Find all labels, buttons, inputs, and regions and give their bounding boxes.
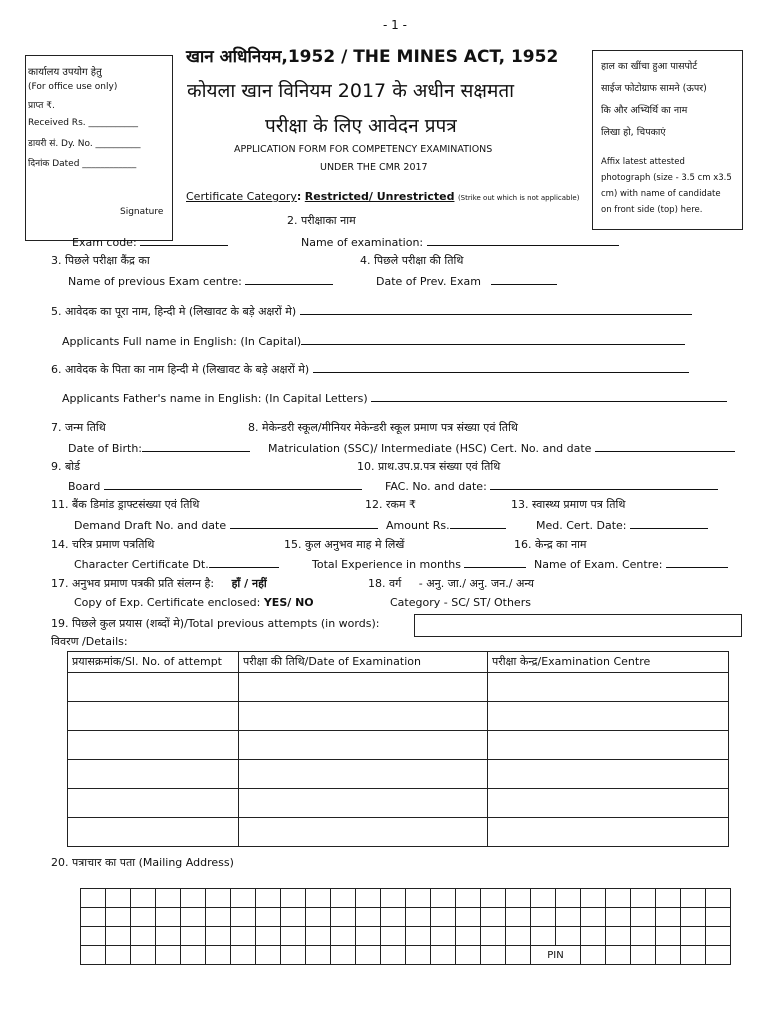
address-char-cell[interactable] (556, 908, 581, 927)
subtitle-application-form: APPLICATION FORM FOR COMPETENCY EXAMINATIONS (234, 144, 493, 155)
field-14-label: Character Certificate Dt. (74, 558, 209, 571)
address-char-cell[interactable] (706, 927, 731, 946)
exam-centre-cell[interactable] (488, 702, 729, 731)
field-1-exam-code (72, 234, 228, 249)
address-char-cell[interactable] (581, 946, 606, 965)
address-char-cell[interactable] (406, 946, 431, 965)
pin-label: PIN (531, 946, 581, 965)
address-char-cell[interactable] (581, 908, 606, 927)
address-char-cell[interactable] (356, 927, 381, 946)
field-3-label: Name of previous Exam centre: (68, 275, 242, 288)
address-char-cell[interactable] (131, 946, 156, 965)
attempt-no-cell[interactable] (68, 673, 239, 702)
cert-category-label: Certificate Category (186, 190, 297, 203)
address-char-cell[interactable] (231, 908, 256, 927)
address-char-cell[interactable] (631, 927, 656, 946)
address-char-cell[interactable] (281, 946, 306, 965)
address-char-cell[interactable] (381, 927, 406, 946)
title-coal-regulation: कोयला खान विनियम 2017 के अधीन सक्षमता (187, 80, 515, 102)
exam-date-cell[interactable] (239, 673, 488, 702)
office-line-6: दिनांक Dated ____________ (28, 159, 137, 169)
address-char-cell[interactable] (231, 927, 256, 946)
office-line-3: प्राप्त ₹. (28, 101, 55, 111)
certificate-category (186, 190, 579, 203)
field-3-hindi: 3. पिछले परीक्षा कैंद्र का (51, 254, 150, 267)
amount-input[interactable] (450, 517, 506, 529)
exam-date-cell[interactable] (239, 818, 488, 847)
field-20-label: 20. पत्राचार का पता (Mailing Address) (51, 856, 234, 869)
address-char-cell[interactable] (281, 908, 306, 927)
field-5-english-row (62, 333, 685, 348)
address-char-cell[interactable] (306, 946, 331, 965)
address-char-cell[interactable] (556, 889, 581, 908)
address-char-cell[interactable] (81, 889, 106, 908)
address-char-cell[interactable] (131, 889, 156, 908)
photo-hindi-3: कि और अभ्यिर्थि का नाम (601, 105, 688, 116)
address-char-cell[interactable] (381, 908, 406, 927)
table-row (68, 760, 729, 789)
address-char-cell[interactable] (706, 908, 731, 927)
field-13-hindi: 13. स्वास्थ्य प्रमाण पत्र तिथि (511, 498, 626, 511)
total-attempts-input[interactable] (414, 614, 742, 637)
address-char-cell[interactable] (406, 927, 431, 946)
address-char-cell[interactable] (206, 908, 231, 927)
exam-date-cell[interactable] (239, 789, 488, 818)
field-17-english: Copy of Exp. Certificate enclosed: (74, 596, 261, 609)
experience-input[interactable] (464, 556, 526, 568)
address-char-cell[interactable] (656, 946, 681, 965)
field-7-label: Date of Birth: (68, 442, 143, 455)
field-2-hindi: 2. परीक्षाका नाम (287, 214, 356, 227)
address-char-cell[interactable] (681, 927, 706, 946)
field-6-english: Applicants Father's name in English: (In Capital Letters) (62, 392, 368, 405)
prev-date-input[interactable] (491, 273, 557, 285)
field-5-english: Applicants Full name in English: (In Capital) (62, 335, 302, 348)
address-char-cell[interactable] (456, 946, 481, 965)
subtitle-under-cmr: UNDER THE CMR 2017 (320, 162, 428, 173)
table-row (68, 673, 729, 702)
field-4-hindi: 4. पिछले परीक्षा की तिथि (360, 254, 464, 267)
address-char-cell[interactable] (231, 889, 256, 908)
address-char-cell[interactable] (581, 889, 606, 908)
address-char-cell[interactable] (206, 889, 231, 908)
details-label: विवरण /Details: (51, 635, 128, 648)
address-char-cell[interactable] (656, 927, 681, 946)
address-char-cell[interactable] (431, 889, 456, 908)
address-char-cell[interactable] (681, 889, 706, 908)
address-char-cell[interactable] (331, 946, 356, 965)
address-char-cell[interactable] (156, 927, 181, 946)
full-name-english-input[interactable] (301, 333, 685, 345)
field-18-hindi-options[interactable]: - अनु. जा./ अनु. जन./ अन्य (418, 577, 534, 590)
address-char-cell[interactable] (131, 908, 156, 927)
attempt-no-cell[interactable] (68, 731, 239, 760)
address-char-cell[interactable] (581, 927, 606, 946)
full-name-hindi-input[interactable] (300, 303, 692, 315)
field-19-label: 19. पिछले कुल प्रयास (शब्दों मे)/Total previous attempts (in words): (51, 617, 380, 630)
address-char-cell[interactable] (106, 908, 131, 927)
address-char-cell[interactable] (281, 927, 306, 946)
address-char-cell[interactable] (381, 889, 406, 908)
field-15-hindi: 15. कुल अनुभव माह मे लिखें (284, 538, 405, 551)
photo-box (592, 50, 743, 230)
address-char-cell[interactable] (706, 889, 731, 908)
address-char-cell[interactable] (431, 908, 456, 927)
address-char-cell[interactable] (606, 946, 631, 965)
field-13-med (536, 517, 708, 532)
office-line-2: (For office use only) (28, 82, 118, 92)
address-char-cell[interactable] (156, 889, 181, 908)
address-char-cell[interactable] (256, 927, 281, 946)
character-date-input[interactable] (209, 556, 279, 568)
attempt-no-cell[interactable] (68, 702, 239, 731)
attempt-no-cell[interactable] (68, 789, 239, 818)
address-char-cell[interactable] (81, 946, 106, 965)
fac-input[interactable] (490, 478, 718, 490)
header-exam-date: परीक्षा की तिथि/Date of Examination (239, 652, 488, 673)
address-char-cell[interactable] (506, 946, 531, 965)
field-11-dd (74, 517, 378, 532)
field-17-english-options[interactable]: YES/ NO (263, 596, 314, 609)
address-char-cell[interactable] (456, 889, 481, 908)
table-row (68, 789, 729, 818)
matric-input[interactable] (595, 440, 735, 452)
address-char-cell[interactable] (156, 946, 181, 965)
address-char-cell[interactable] (306, 889, 331, 908)
address-row (81, 889, 731, 908)
exam-date-cell[interactable] (239, 731, 488, 760)
cert-category-value: Restricted/ Unrestricted (304, 190, 455, 203)
field-6-hindi-row (51, 361, 689, 377)
address-char-cell[interactable] (631, 908, 656, 927)
address-char-cell[interactable] (656, 889, 681, 908)
address-char-cell[interactable] (256, 946, 281, 965)
field-14-character (74, 556, 279, 571)
address-char-cell[interactable] (381, 946, 406, 965)
address-char-cell[interactable] (356, 946, 381, 965)
office-line-5: डायरी सं. Dy. No. __________ (28, 139, 141, 149)
field-3-prev-centre (68, 273, 333, 288)
address-char-cell[interactable] (306, 908, 331, 927)
exam-date-cell[interactable] (239, 702, 488, 731)
exam-code-input[interactable] (140, 234, 228, 246)
field-16-hindi: 16. केन्द्र का नाम (514, 538, 587, 551)
exam-centre-cell[interactable] (488, 731, 729, 760)
field-5-hindi-row (51, 303, 692, 319)
address-char-cell[interactable] (206, 927, 231, 946)
field-12-amount (386, 517, 506, 532)
photo-hindi-2: साईज फोटोग्राफ सामने (ऊपर) (601, 83, 707, 94)
attempt-no-cell[interactable] (68, 818, 239, 847)
address-char-cell[interactable] (431, 946, 456, 965)
dob-input[interactable] (142, 440, 250, 452)
address-char-cell[interactable] (681, 908, 706, 927)
field-2-label: Name of examination: (301, 236, 424, 249)
address-char-cell[interactable] (481, 889, 506, 908)
address-char-cell[interactable] (406, 889, 431, 908)
address-char-cell[interactable] (231, 946, 256, 965)
field-17-english-row (74, 596, 314, 609)
address-char-cell[interactable] (481, 908, 506, 927)
field-16-label: Name of Exam. Centre: (534, 558, 663, 571)
field-2-exam-name (301, 234, 619, 249)
field-6-hindi: 6. आवेदक के पिता का नाम हिन्दी मे (लिखावट के बड़े अक्षरों मे) (51, 363, 310, 376)
address-char-cell[interactable] (481, 946, 506, 965)
field-5-hindi: 5. आवेदक का पूरा नाम, हिन्दी मे (लिखावट के बड़े अक्षरों मे) (51, 305, 297, 318)
field-9-label: Board (68, 480, 101, 493)
office-line-4: Received Rs. ___________ (28, 118, 138, 128)
prev-centre-input[interactable] (245, 273, 333, 285)
address-char-cell[interactable] (181, 908, 206, 927)
field-4-label: Date of Prev. Exam (376, 275, 481, 288)
field-8-label: Matriculation (SSC)/ Intermediate (HSC) Cert. No. and date (268, 442, 592, 455)
field-15-experience (312, 556, 526, 571)
address-char-cell[interactable] (606, 889, 631, 908)
address-char-cell[interactable] (106, 889, 131, 908)
address-row (81, 908, 731, 927)
address-char-cell[interactable] (531, 889, 556, 908)
page-number: - 1 - (383, 18, 407, 32)
office-line-1: कार्यालय उपयोग हेतु (28, 67, 102, 78)
address-row (81, 946, 731, 965)
address-char-cell[interactable] (506, 927, 531, 946)
field-14-hindi: 14. चरित्र प्रमाण पत्रतिथि (51, 538, 155, 551)
address-char-cell[interactable] (281, 889, 306, 908)
office-signature: Signature (120, 207, 164, 217)
address-char-cell[interactable] (531, 908, 556, 927)
field-8-matric (268, 440, 735, 455)
field-9-board (68, 478, 362, 493)
address-char-cell[interactable] (331, 927, 356, 946)
address-char-cell[interactable] (81, 927, 106, 946)
address-char-cell[interactable] (181, 889, 206, 908)
father-name-hindi-input[interactable] (313, 361, 689, 373)
field-10-label: FAC. No. and date: (385, 480, 487, 493)
field-1-label: Exam code: (72, 236, 137, 249)
exam-centre-cell[interactable] (488, 818, 729, 847)
field-17-hindi: 17. अनुभव प्रमाण पत्रकी प्रति संलग्न है: (51, 577, 215, 590)
table-row (68, 731, 729, 760)
address-char-cell[interactable] (506, 889, 531, 908)
field-12-label: Amount Rs. (386, 519, 450, 532)
address-row (81, 927, 731, 946)
photo-hindi-4: लिखा हो, चिपकाएं (601, 127, 666, 138)
field-17-hindi-options[interactable]: हाँ / नहीं (231, 577, 267, 590)
photo-hindi-1: हाल का खींचा हुआ पासपोर्ट (601, 61, 698, 72)
field-7-dob (68, 440, 250, 455)
field-11-label: Demand Draft No. and date (74, 519, 227, 532)
father-name-english-input[interactable] (371, 390, 727, 402)
table-row (68, 818, 729, 847)
address-char-cell[interactable] (206, 946, 231, 965)
header-exam-centre: परीक्षा केन्द्र/Examination Centre (488, 652, 729, 673)
address-char-cell[interactable] (431, 927, 456, 946)
title-mines-act: खान अधिनियम,1952 / THE MINES ACT, 1952 (186, 47, 559, 67)
address-char-cell[interactable] (331, 889, 356, 908)
field-17-hindi-row (51, 576, 267, 591)
title-application: परीक्षा के लिए आवेदन प्रपत्र (265, 115, 457, 137)
med-date-input[interactable] (630, 517, 708, 529)
field-18-hindi-row (368, 576, 534, 591)
field-8-hindi: 8. मेकेन्डरी स्कूल/मीनियर मेकेन्डरी स्कूल प्रमाण पत्र संख्या एवं तिथि (248, 421, 518, 434)
photo-eng-3: cm) with name of candidate (601, 189, 721, 199)
field-13-label: Med. Cert. Date: (536, 519, 627, 532)
address-char-cell[interactable] (181, 927, 206, 946)
field-11-hindi: 11. बैंक डिमांड ड्राफ्टसंख्या एवं तिथि (51, 498, 200, 511)
address-char-cell[interactable] (606, 927, 631, 946)
address-char-cell[interactable] (406, 908, 431, 927)
photo-eng-1: Affix latest attested (601, 157, 685, 167)
field-12-hindi: 12. रकम ₹ (365, 498, 417, 511)
address-char-cell[interactable] (706, 946, 731, 965)
photo-eng-2: photograph (size - 3.5 cm x3.5 (601, 173, 732, 183)
address-char-cell[interactable] (556, 927, 581, 946)
address-char-cell[interactable] (681, 946, 706, 965)
address-char-cell[interactable] (356, 908, 381, 927)
address-char-cell[interactable] (356, 889, 381, 908)
address-char-cell[interactable] (256, 908, 281, 927)
attempt-no-cell[interactable] (68, 760, 239, 789)
field-10-fac (385, 478, 718, 493)
board-input[interactable] (104, 478, 362, 490)
field-18-english[interactable]: Category - SC/ ST/ Others (390, 596, 531, 609)
address-char-cell[interactable] (506, 908, 531, 927)
address-char-cell[interactable] (131, 927, 156, 946)
address-char-cell[interactable] (181, 946, 206, 965)
exam-centre-cell[interactable] (488, 789, 729, 818)
address-char-cell[interactable] (306, 927, 331, 946)
exam-date-cell[interactable] (239, 760, 488, 789)
address-char-cell[interactable] (106, 927, 131, 946)
field-7-hindi: 7. जन्म तिथि (51, 421, 106, 434)
address-char-cell[interactable] (606, 908, 631, 927)
field-4-prev-date (376, 273, 557, 288)
address-char-cell[interactable] (456, 908, 481, 927)
address-char-cell[interactable] (106, 946, 131, 965)
address-char-cell[interactable] (256, 889, 281, 908)
cert-category-note: (Strike out which is not applicable) (457, 194, 580, 202)
office-use-box (25, 55, 173, 241)
exam-name-input[interactable] (427, 234, 619, 246)
address-char-cell[interactable] (81, 908, 106, 927)
address-char-cell[interactable] (531, 927, 556, 946)
address-char-cell[interactable] (481, 927, 506, 946)
field-16-centre (534, 556, 728, 571)
centre-input[interactable] (666, 556, 728, 568)
field-18-hindi: 18. वर्ग (368, 577, 402, 590)
attempts-table-header (68, 652, 729, 673)
address-char-cell[interactable] (631, 946, 656, 965)
address-char-cell[interactable] (331, 908, 356, 927)
field-9-hindi: 9. बोर्ड (51, 460, 81, 473)
address-char-cell[interactable] (156, 908, 181, 927)
cert-category-colon: : (296, 190, 302, 203)
exam-centre-cell[interactable] (488, 760, 729, 789)
field-15-label: Total Experience in months (312, 558, 461, 571)
field-6-english-row (62, 390, 727, 405)
address-char-cell[interactable] (631, 889, 656, 908)
address-char-cell[interactable] (656, 908, 681, 927)
field-10-hindi: 10. प्राथ.उप.प्र.पत्र संख्या एवं तिथि (357, 460, 501, 473)
attempts-table (67, 651, 729, 847)
table-row (68, 702, 729, 731)
header-attempt-no: प्रयासक्रमांक/Sl. No. of attempt (68, 652, 239, 673)
mailing-address-grid (80, 888, 731, 965)
dd-input[interactable] (230, 517, 378, 529)
exam-centre-cell[interactable] (488, 673, 729, 702)
photo-eng-4: on front side (top) here. (601, 205, 703, 215)
address-char-cell[interactable] (456, 927, 481, 946)
